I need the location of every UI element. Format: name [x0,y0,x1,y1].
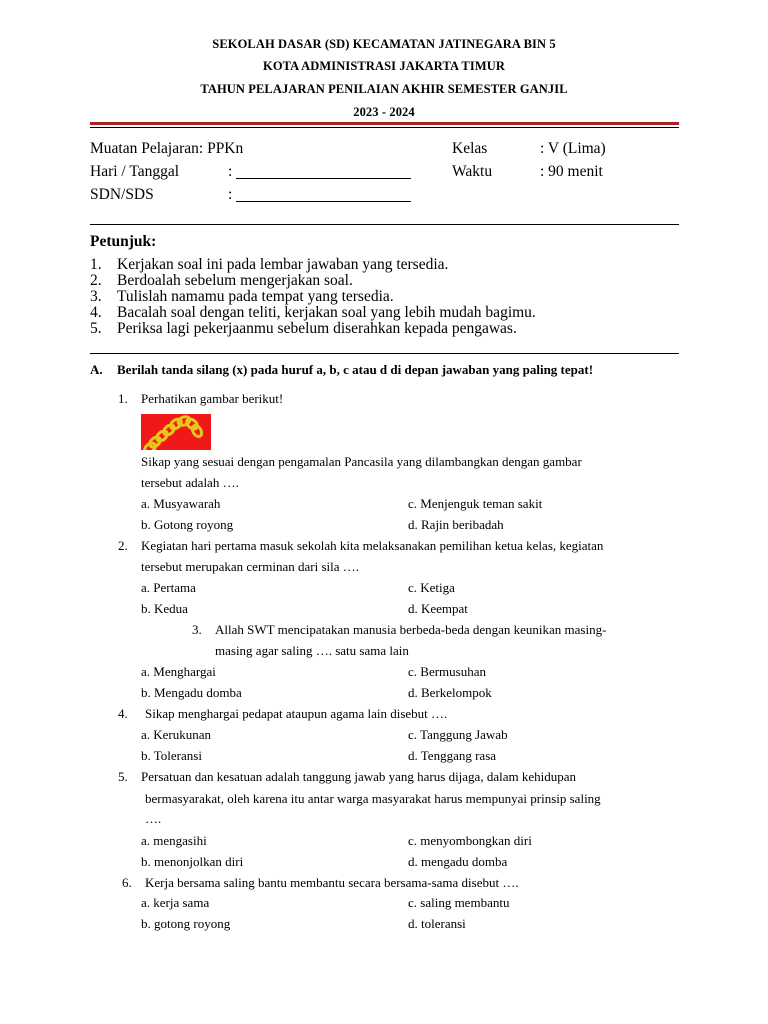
question-text: tersebut adalah …. [141,475,239,490]
date-colon: : [228,163,233,180]
instruction-text: Tulislah namamu pada tempat yang tersedia. [117,288,394,305]
option-b[interactable]: b. Mengadu domba [141,685,242,700]
info-divider [90,224,679,225]
header-divider [90,122,679,125]
option-a[interactable]: a. Menghargai [141,664,216,679]
instruction-text: Bacalah soal dengan teliti, kerjakan soal yang lebih mudah bagimu. [117,304,536,321]
school-year: 2023 - 2024 [353,105,415,119]
option-b[interactable]: b. Toleransi [141,748,202,763]
question-text: Perhatikan gambar berikut! [141,391,284,406]
question-text: Kerja bersama saling bantu membantu secara bersama-sama disebut …. [145,875,519,890]
option-b[interactable]: b. Kedua [141,601,188,616]
option-d[interactable]: d. Rajin beribadah [408,517,504,532]
instruction-text: Periksa lagi pekerjaanmu sebelum diserahkan kepada pengawas. [117,320,517,337]
question-text: Allah SWT mencipatakan manusia berbeda-beda dengan keunikan masing- [215,622,607,637]
question-text: …. [145,811,162,826]
option-d[interactable]: d. toleransi [408,916,466,931]
date-label: Hari / Tanggal [90,163,180,180]
option-b[interactable]: b. gotong royong [141,916,231,931]
time-label: Waktu [452,163,493,180]
option-c[interactable]: c. Ketiga [408,580,455,595]
date-field[interactable] [236,164,411,179]
school-field[interactable] [236,187,411,202]
header-divider-thin [90,127,679,128]
option-c[interactable]: c. Menjenguk teman sakit [408,496,543,511]
option-d[interactable]: d. Berkelompok [408,685,492,700]
instruction-num: 5. [90,320,102,337]
subject-label: Muatan Pelajaran: PPKn [90,140,244,157]
question-number: 2. [118,538,128,553]
school-label: SDN/SDS [90,186,154,203]
option-a[interactable]: a. mengasihi [141,833,207,848]
option-a[interactable]: a. Pertama [141,580,196,595]
question-text: tersebut merupakan cerminan dari sila …. [141,559,360,574]
option-b[interactable]: b. menonjolkan diri [141,854,244,869]
instruction-text: Kerjakan soal ini pada lembar jawaban yang tersedia. [117,256,449,273]
question-text: Sikap menghargai pedapat ataupun agama lain disebut …. [145,706,448,721]
instruction-num: 2. [90,272,102,289]
option-a[interactable]: a. Kerukunan [141,727,212,742]
option-c[interactable]: c. Tanggung Jawab [408,727,508,742]
option-a[interactable]: a. Musyawarah [141,496,221,511]
option-c[interactable]: c. menyombongkan diri [408,833,532,848]
school-name: SEKOLAH DASAR (SD) KECAMATAN JATINEGARA BIN 5 [212,37,556,51]
instruction-num: 4. [90,304,102,321]
school-colon: : [228,186,233,203]
time-value: : 90 menit [540,163,603,180]
city-name: KOTA ADMINISTRASI JAKARTA TIMUR [263,59,505,73]
question-text: Persatuan dan kesatuan adalah tanggung jawab yang harus dijaga, dalam kehidupan [141,769,576,784]
option-c[interactable]: c. Bermusuhan [408,664,486,679]
option-d[interactable]: d. Tenggang rasa [408,748,497,763]
question-number: 4. [118,706,128,721]
section-instruction: Berilah tanda silang (x) pada huruf a, b, c atau d di depan jawaban yang paling tepat! [117,362,594,377]
option-c[interactable]: c. saling membantu [408,895,510,910]
chain-image [141,414,211,450]
class-label: Kelas [452,140,488,157]
instructions-divider [90,353,679,354]
option-d[interactable]: d. Keempat [408,601,468,616]
exam-title: TAHUN PELAJARAN PENILAIAN AKHIR SEMESTER GANJIL [200,82,568,96]
instruction-num: 3. [90,288,102,305]
question-text: masing agar saling …. satu sama lain [215,643,409,658]
question-text: bermasyarakat, oleh karena itu antar warga masyarakat harus mempunyai prinsip saling [145,791,601,806]
question-number: 3. [192,622,202,637]
question-number: 6. [122,875,132,890]
section-letter: A. [90,362,103,377]
instruction-num: 1. [90,256,102,273]
instruction-text: Berdoalah sebelum mengerjakan soal. [117,272,353,289]
chain-icon [141,414,211,450]
question-number: 5. [118,769,128,784]
option-a[interactable]: a. kerja sama [141,895,210,910]
option-b[interactable]: b. Gotong royong [141,517,234,532]
question-number: 1. [118,391,128,406]
class-value: : V (Lima) [540,140,606,157]
instructions-title: Petunjuk: [90,233,157,250]
question-text: Sikap yang sesuai dengan pengamalan Pancasila yang dilambangkan dengan gambar [141,454,582,469]
question-text: Kegiatan hari pertama masuk sekolah kita melaksanakan pemilihan ketua kelas, kegiatan [141,538,604,553]
option-d[interactable]: d. mengadu domba [408,854,508,869]
